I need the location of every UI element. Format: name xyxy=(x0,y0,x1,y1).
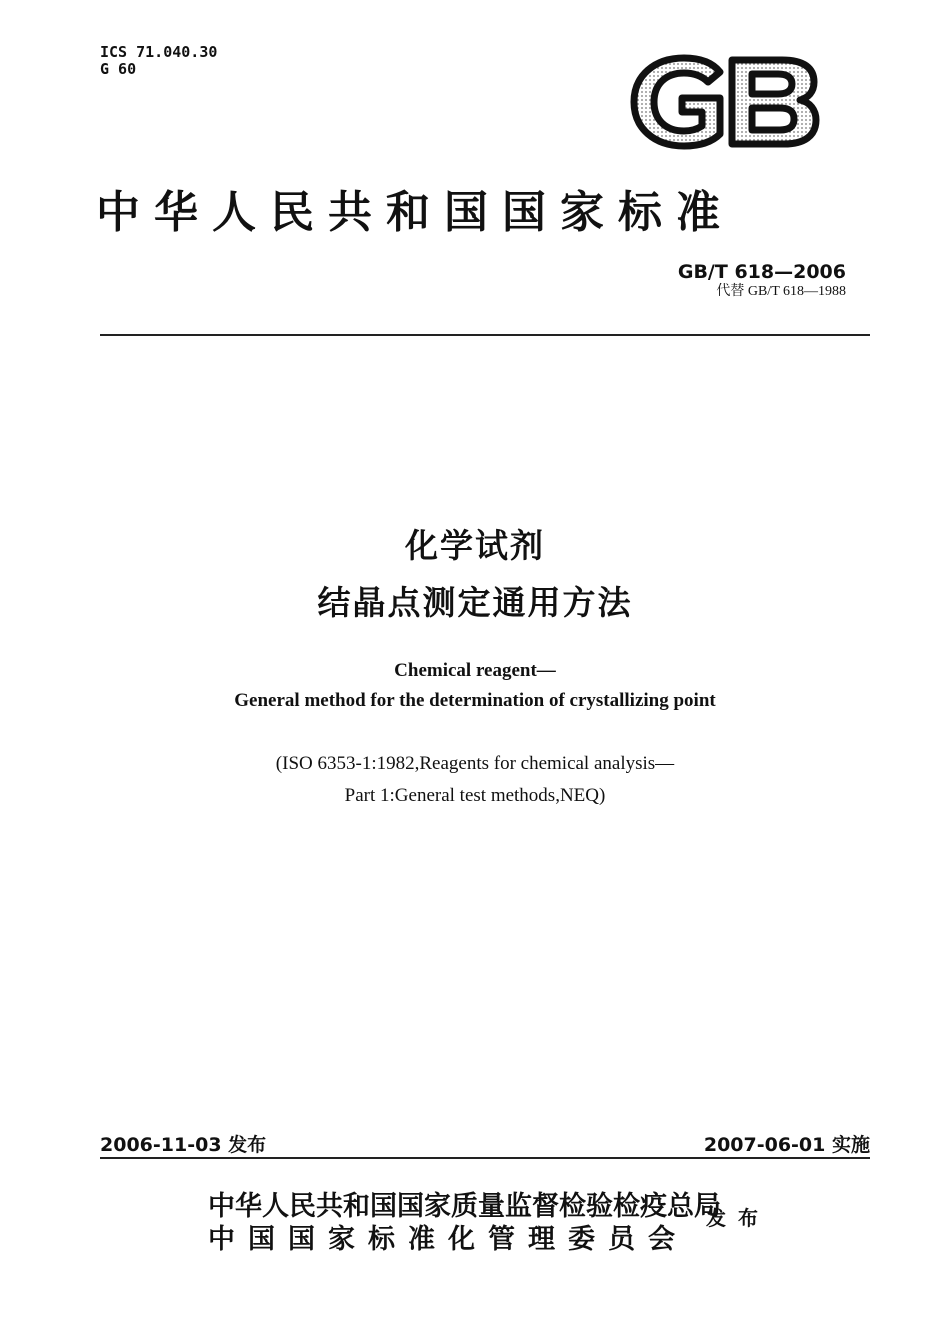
issuing-organization-1: 中华人民共和国国家质量监督检验检疫总局 xyxy=(208,1191,721,1221)
ics-code: ICS 71.040.30 xyxy=(100,43,218,61)
footer-divider xyxy=(100,1157,870,1159)
english-title-line-2: General method for the determination of crystallizing point xyxy=(234,690,716,711)
replaces-standard: 代替 GB/T 618—1988 xyxy=(716,284,846,299)
header-divider xyxy=(100,334,870,336)
standard-number-block xyxy=(678,261,846,301)
gb-standard-logo-icon xyxy=(628,54,820,150)
iso-reference xyxy=(0,748,950,812)
ccs-code: G 60 xyxy=(100,60,137,78)
ics-classification xyxy=(100,44,217,78)
standard-number: GB/T 618—2006 xyxy=(677,261,846,283)
english-title xyxy=(0,656,950,716)
issue-date: 2006-11-03 发布 xyxy=(100,1134,267,1156)
standard-type-title: 中华人民共和国国家标准 xyxy=(96,188,734,237)
publish-label: 发布 xyxy=(706,1208,770,1230)
iso-reference-line-1: (ISO 6353-1:1982,Reagents for chemical analysis— xyxy=(275,753,675,774)
chinese-title-line-2: 结晶点测定通用方法 xyxy=(317,583,633,622)
english-title-line-1: Chemical reagent— xyxy=(394,660,556,681)
chinese-title-line-1: 化学试剂 xyxy=(405,526,545,565)
issuing-organization-2: 中国国家标准化管理委员会 xyxy=(208,1224,688,1254)
implementation-date: 2007-06-01 实施 xyxy=(703,1134,870,1156)
iso-reference-line-2: Part 1:General test methods,NEQ) xyxy=(344,785,606,806)
